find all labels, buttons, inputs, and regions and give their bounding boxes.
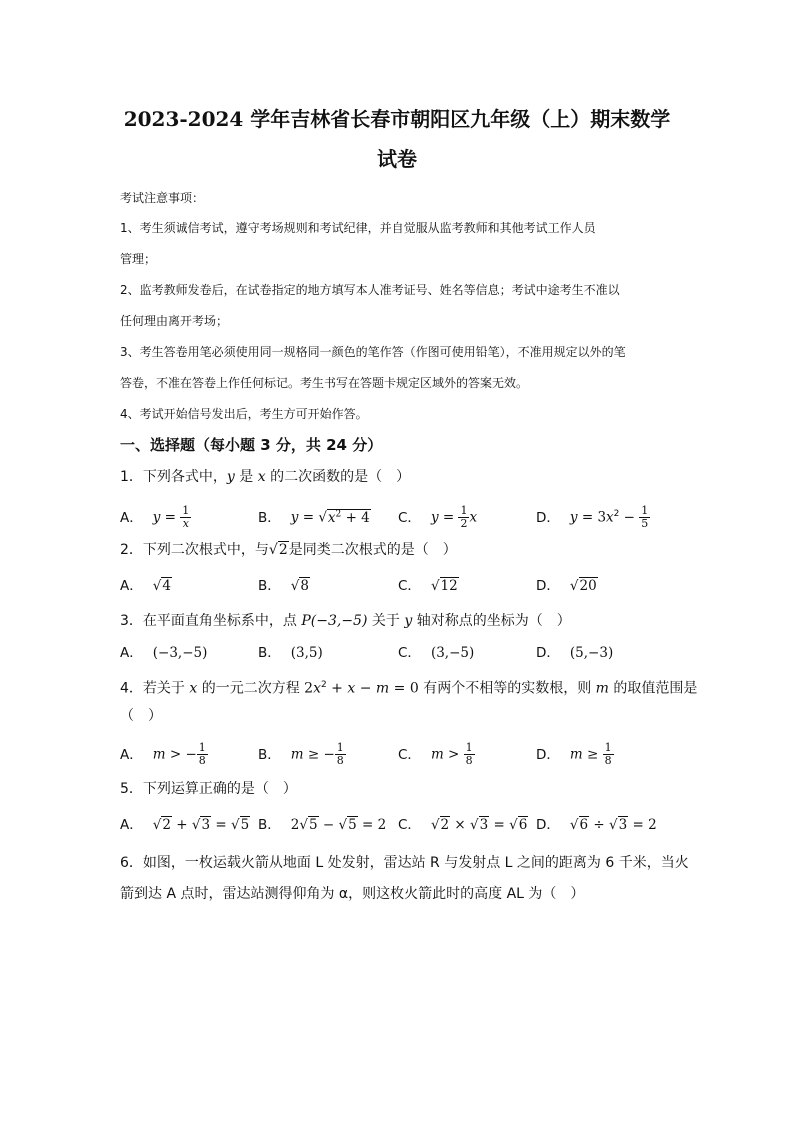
q4-option-a: A． m > − $\frac{1}{8}$: [120, 741, 206, 767]
q3-option-a: A． (−3,−5): [120, 645, 208, 661]
exam-title-line1: 2023-2024 学年吉林省长春市朝阳区九年级（上）期末数学: [123, 107, 671, 131]
notice-heading: 考试注意事项：: [120, 191, 205, 205]
q1-option-a: A． y = $\frac{1}{x}$: [120, 504, 190, 530]
q4-option-c: C． m > $\frac{1}{8}$: [398, 741, 473, 767]
question-6-line2: 箭到达 A 点时，雷达站测得仰角为 α，则这枚火箭此时的高度 AL 为（ ）: [120, 886, 585, 902]
q2-option-c: C． √12: [398, 578, 458, 594]
notice-item-1b: 管理；: [120, 252, 157, 266]
question-3: 3．在平面直角坐标系中，点 P(−3,−5) 关于 y 轴对称点的坐标为（ ）: [120, 613, 571, 629]
question-4-bracket: （ ）: [120, 708, 162, 724]
q5-option-b: B． 2√5 − √5 = 2: [258, 817, 387, 833]
question-4: 4．若关于 x 的一元二次方程 $2x^2 + x - m = 0$ 有两个不相等的实数根，则 m 的取值范围是: [120, 680, 698, 697]
q4-option-d: D． m ≥ $\frac{1}{8}$: [536, 741, 612, 767]
question-5: 5．下列运算正确的是（ ）: [120, 781, 297, 797]
q2-option-d: D． √20: [536, 578, 597, 594]
notice-item-2b: 任何理由离开考场；: [120, 314, 229, 328]
notice-item-4: 4、考试开始信号发出后，考生方可开始作答。: [120, 407, 368, 421]
q2-option-a: A． √4: [120, 578, 171, 594]
section-choice-heading: 一、选择题（每小题 3 分，共 24 分）: [120, 436, 383, 454]
q5-option-a: A． √2 + √3 = √5: [120, 817, 250, 833]
exam-title-line2: 试卷: [377, 147, 417, 171]
q3-option-d: D． (5,−3): [536, 645, 614, 661]
q3-option-b: B． (3,5): [258, 645, 323, 661]
question-6-line1: 6．如图，一枚运载火箭从地面 L 处发射，雷达站 R 与发射点 L 之间的距离为 6 千米，当火: [120, 855, 689, 871]
notice-item-1a: 1、考生须诚信考试，遵守考场规则和考试纪律，并自觉服从监考教师和其他考试工作人员: [120, 221, 596, 235]
q1-option-b: B． $y = √x^2 + 4$: [258, 509, 370, 526]
question-2: 2．下列二次根式中，与√2是同类二次根式的是（ ）: [120, 542, 457, 558]
q5-option-c: C． √2 × √3 = √6: [398, 817, 528, 833]
notice-item-2a: 2、监考教师发卷后，在试卷指定的地方填写本人准考证号、姓名等信息；考试中途考生不准以: [120, 283, 620, 297]
q5-option-d: D． √6 ÷ √3 = 2: [536, 817, 657, 833]
q1-option-c: C． y = $\frac{1}{2}$ x: [398, 504, 478, 530]
notice-item-3a: 3、考生答卷用笔必须使用同一规格同一颜色的笔作答（作图可使用铅笔），不准用规定以外的笔: [120, 345, 626, 359]
q4-option-b: B． m ≥ − $\frac{1}{8}$: [258, 741, 344, 767]
notice-item-3b: 答卷，不准在答卷上作任何标记。考生书写在答题卡规定区域外的答案无效。: [120, 376, 529, 390]
q1-option-d: D． $y = 3x^2$ − $\frac{1}{5}$: [536, 504, 649, 530]
q3-option-c: C． (3,−5): [398, 645, 475, 661]
question-1: 1．下列各式中，y 是 x 的二次函数的是（ ）: [120, 469, 411, 485]
q2-option-b: B． √8: [258, 578, 309, 594]
